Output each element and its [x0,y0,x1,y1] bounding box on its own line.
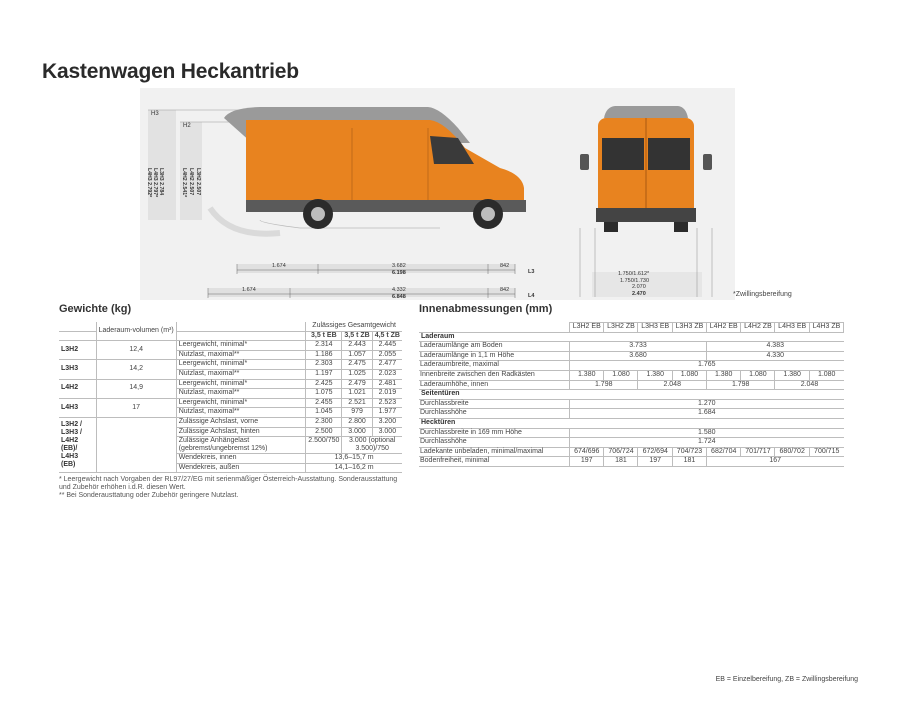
col-35eb: 3,5 t EB [306,331,342,341]
inner-title: Innenabmessungen (mm) [419,303,553,315]
height-l4h2: L4H2 2.507 [188,168,194,196]
table-row: Wendekreis, innen 13,6–15,7 m [59,454,402,464]
group-hecktueren: Hecktüren [419,418,844,428]
table-row: Ladekante unbeladen, minimal/maximal 674/696 706/724 672/694 704/723 682/704 701/717 680/702 700/715 [419,447,844,457]
table-row: Nutzlast, maximal** 1.186 1.057 2.055 [59,350,402,360]
height-l4h3: L4H3 2.797* [152,168,158,198]
rear-width: 2.070 [632,284,646,290]
col-45zb: 4,5 t ZB [372,331,402,341]
group-seitentueren: Seitentüren [419,390,844,400]
page-title: Kastenwagen Heckantrieb [42,60,299,83]
dim-l4-tag: L4 [528,293,535,299]
col-35zb: 3,5 t ZB [342,331,372,341]
dim-l3-front: 1.674 [272,263,286,269]
dim-l3-rear: 842 [500,263,510,269]
height-l4h3-zb: L4H3 2.792* [146,168,152,198]
h2-label: H2 [183,123,191,129]
table-row: Nutzlast, maximal** 1.075 1.021 2.019 [59,389,402,399]
dim-l4-total: 6.848 [392,294,406,300]
table-row: Nutzlast, maximal** 1.197 1.025 2.023 [59,369,402,379]
table-row: Zulässige Achslast, hinten 2.500 3.000 3.000 [59,427,402,437]
table-row: Durchlasshöhe 1.724 [419,438,844,448]
van-dimensions-figure [140,88,735,300]
dim-l3-wheelbase: 3.682 [392,263,406,269]
dim-l4-wheelbase: 4.332 [392,287,406,293]
dim-l3-tag: L3 [528,269,535,275]
table-row: Laderaumlänge am Boden 3.733 4.383 [419,342,844,352]
table-row: Laderaumhöhe, innen 1.798 2.048 1.798 2.048 [419,380,844,390]
table-row: Wendekreis, außen 14,1–16,2 m [59,463,402,473]
van-rear-view [580,106,712,232]
footnote-2: ** Bei Sonderausttatung oder Zubehör geringere Nutzlast. [59,492,239,499]
weights-footnotes [59,476,409,500]
table-row: Bodenfreiheit, minimal 197 181 197 181 167 [419,457,844,467]
van-drawing [140,88,735,300]
table-row: Laderaumbreite, maximal 1.765 [419,361,844,371]
rear-mirror-width: 2.470 [632,291,646,297]
height-l4h2-zb: L4H2 2.541* [181,168,187,198]
table-row: Durchlassbreite in 169 mm Höhe 1.580 [419,428,844,438]
table-row: Durchlasshöhe 1.684 [419,409,844,419]
van-side-view [210,107,526,234]
rear-track-2: 1.750/1.730 [620,278,650,284]
table-row: Nutzlast, maximal** 1.045 979 1.977 [59,408,402,418]
dim-l4-rear: 842 [500,287,510,293]
table-row: Durchlassbreite 1.270 [419,399,844,409]
table-row: L3H3 14,2 Leergewicht, minimal* 2.303 2.475 2.477 [59,360,402,370]
rear-track: 1.750/1.612* [618,271,650,277]
weights-table [59,322,402,473]
legend-note: EB = Einzelbereifung, ZB = Zwillingsbereifung [715,676,858,683]
inner-dimensions-table: L3H2 EB L3H2 ZB L3H3 EB L3H3 ZB L4H2 EB L4H2 ZB L4H3 EB L4H3 ZB Laderaum Laderaumlänge am Boden 3.733 4.383 Laderaumlänge in 1,1 m Höhe 3.680 4.330 Laderaumbreite, maximal 1.765 Innenbreite zwischen den Radkästen 1.380 1.080 1.380 1.080 1.380 1.080 1.380 1.080 Laderaumhöhe, innen 1.798 2.048 1.798 2.048 Seitentüren Durchlassbreite 1.270 Durchlasshöhe 1.684 Hecktüren Durchlassbreite in 169 mm Höhe 1.580 Durchlasshöhe 1.724 Ladekante unbeladen, minimal/maximal 674/696 706/724 672/694 704/723 682/704 701/717 680/702 700/715 Bodenfreiheit, minimal 197 181 197 181 167 [419,322,844,467]
table-row: L3H2 12,4 Leergewicht, minimal* 2.314 2.443 2.445 [59,341,402,351]
dim-l3-total: 6.198 [392,270,406,276]
group-laderaum: Laderaum [419,332,844,342]
table-row: L4H3 17 Leergewicht, minimal* 2.455 2.521 2.523 [59,398,402,408]
table-row: Laderaumlänge in 1,1 m Höhe 3.680 4.330 [419,351,844,361]
table-row: Zulässige Anhängelast (gebremst/ungebremst 12%) 2.500/750 3.000 (optional 3.500)/750 [59,437,402,454]
figure-note: *Zwillingsbereifung [733,291,792,298]
weights-title: Gewichte (kg) [59,303,132,315]
col-group: Zulässiges Gesamtgewicht [306,322,402,331]
table-row: L4H2 14,9 Leergewicht, minimal* 2.425 2.479 2.481 [59,379,402,389]
height-l3h2: L3H2 2.507 [195,168,201,196]
dim-l4-front: 1.674 [242,287,256,293]
h3-label: H3 [151,111,159,117]
table-row: Innenbreite zwischen den Radkästen 1.380 1.080 1.380 1.080 1.380 1.080 1.380 1.080 [419,370,844,380]
table-row: L3H2 / L3H3 / L4H2 (EB)/ L4H3 (EB) Zulässige Achslast, vorne 2.300 2.800 3.200 [59,417,402,427]
footnote-1: * Leergewicht nach Vorgaben der RL97/27/EG mit serienmäßiger Österreich-Ausstattung. Sonderausstattung und Zubehör erhöhen i.d.R. diesen Wert. [59,476,398,491]
height-l3h3: L3H3 2.784 [158,168,164,196]
col-volume: Laderaum-volumen (m³) [96,322,176,341]
